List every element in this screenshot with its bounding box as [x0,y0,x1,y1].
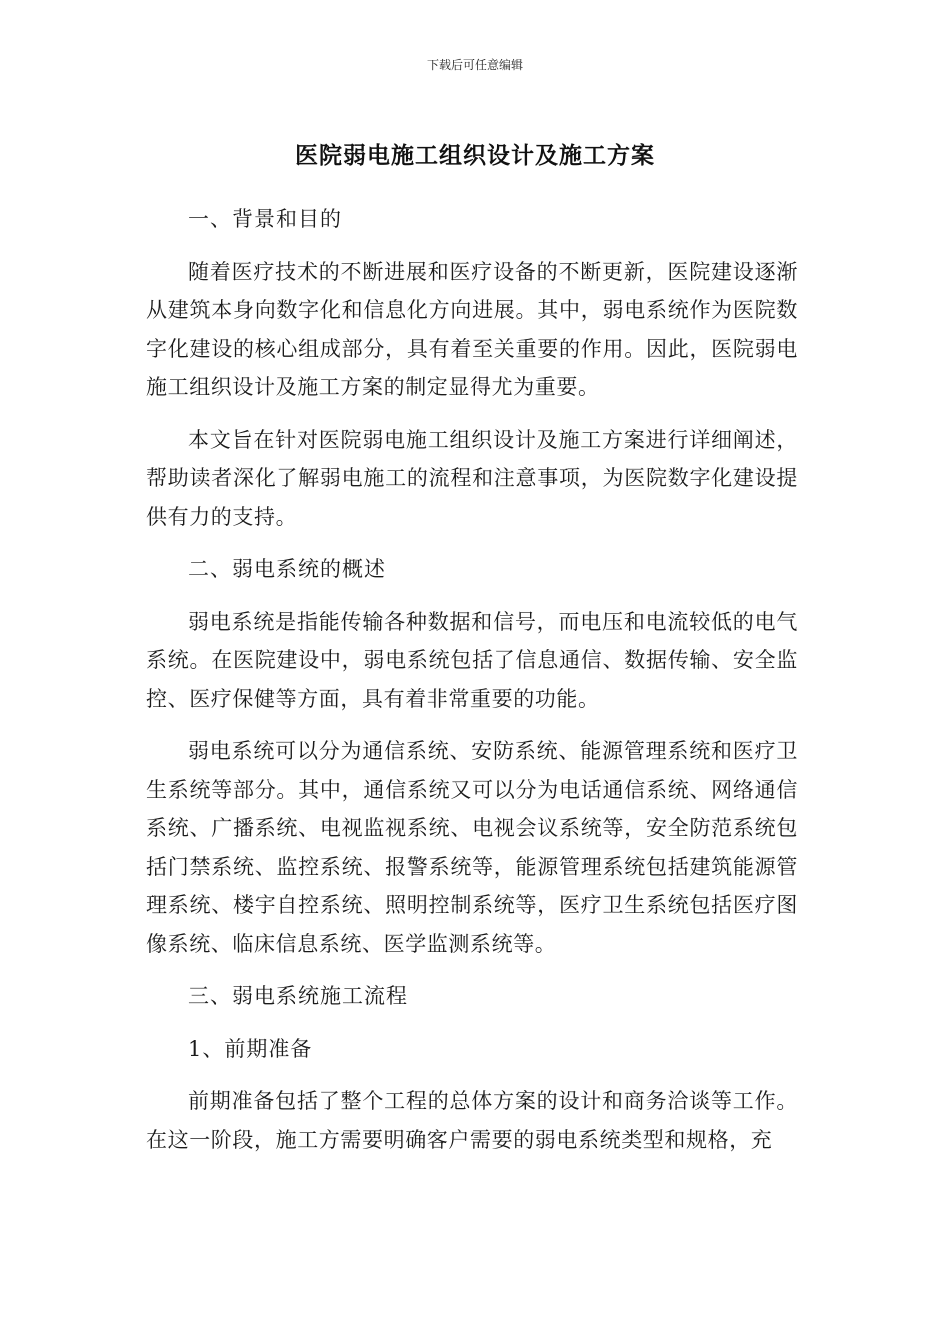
subsection-heading-preparation: 1、前期准备 [188,1036,313,1061]
paragraph-preparation-1: 前期准备包括了整个工程的总体方案的设计和商务洽谈等工作。在这一阶段，施工方需要明确客户需要的弱电系统类型和规格，充 [146,1089,798,1152]
paragraph-overview-2: 弱电系统可以分为通信系统、安防系统、能源管理系统和医疗卫生系统等部分。其中，通信系统又可以分为电话通信系统、网络通信系统、广播系统、电视监视系统、电视会议系统等，安全防范系统包括门禁系统、监控系统、报警系统等，能源管理系统包括建筑能源管理系统、楼宇自控系统、照明控制系统等，医疗卫生系统包括医疗图像系统、临床信息系统、医学监测系统等。 [146,739,798,956]
document-body [146,200,798,1173]
paragraph-background-1: 随着医疗技术的不断进展和医疗设备的不断更新，医院建设逐渐从建筑本身向数字化和信息化方向进展。其中，弱电系统作为医院数字化建设的核心组成部分，具有着至关重要的作用。因此，医院弱电施工组织设计及施工方案的制定显得尤为重要。 [146,259,798,399]
paragraph-background-2: 本文旨在针对医院弱电施工组织设计及施工方案进行详细阐述，帮助读者深化了解弱电施工的流程和注意事项，为医院数字化建设提供有力的支持。 [146,427,798,529]
page-header-note: 下载后可任意编辑 [426,58,523,72]
section-heading-process: 三、弱电系统施工流程 [188,984,408,1008]
section-heading-overview: 二、弱电系统的概述 [188,557,386,581]
paragraph-overview-1: 弱电系统是指能传输各种数据和信号，而电压和电流较低的电气系统。在医院建设中，弱电系统包括了信息通信、数据传输、安全监控、医疗保健等方面，具有着非常重要的功能。 [146,609,798,711]
document-title: 医院弱电施工组织设计及施工方案 [295,143,655,169]
section-heading-background: 一、背景和目的 [188,207,342,231]
